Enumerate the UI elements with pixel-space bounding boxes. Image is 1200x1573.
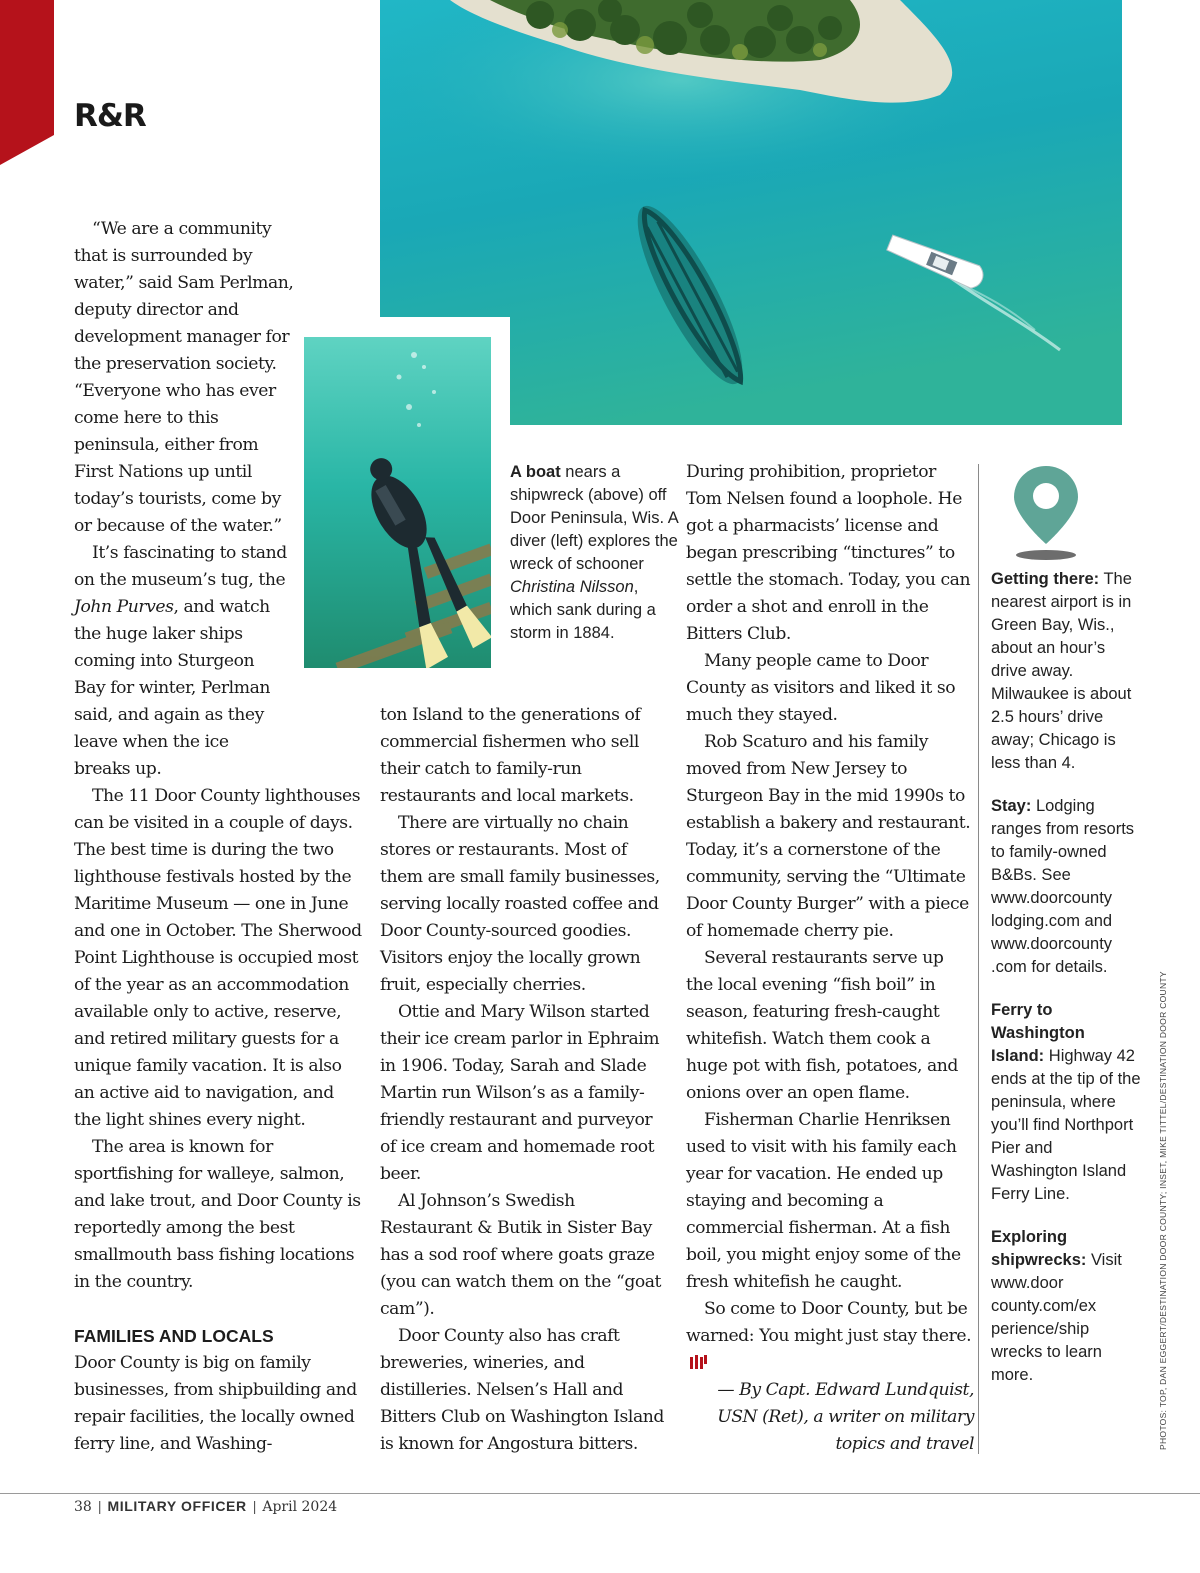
article-column-2 xyxy=(380,702,670,1458)
article-paragraph: Fisherman Charlie Henriksen used to visit with his family each year for vacation. He ended up staying and becoming a commercial fisherman. At a fish boil, you might enjoy some of the fresh whitefish he caught. xyxy=(686,1110,961,1292)
section-subhead: FAMILIES AND LOCALS xyxy=(74,1326,274,1346)
article-paragraph: Al Johnson’s Swedish Restaurant & Butik in Sister Bay has a sod roof where goats graze (you can watch them on the “goat cam”). xyxy=(380,1191,662,1319)
article-paragraph: Rob Scaturo and his family moved from New Jersey to Sturgeon Bay in the mid 1990s to establish a bakery and restaurant. Today, it’s a cornerstone of the community, serving the “Ultimate Door County Burger” with a piece of homemade cherry pie. xyxy=(686,732,971,941)
article-paragraph: Door County is big on family businesses, from shipbuilding and repair facilities, the locally owned ferry line, and Washing- xyxy=(74,1353,357,1454)
article-paragraph: The area is known for sportfishing for walleye, salmon, and lake trout, and Door County is reportedly among the best smallmouth bass fishing locations in the country. xyxy=(74,1137,361,1292)
article-paragraph: There are virtually no chain stores or restaurants. Most of them are small family businesses, serving locally roasted coffee and Door County-sourced goodies. Visitors enjoy the locally grown fruit, especially cherries. xyxy=(380,813,660,995)
sidebar-heading: Getting there: xyxy=(991,570,1100,588)
sidebar-getting-there: Getting there: The nearest airport is in Green Bay, Wis., about an hour’s drive away. Milwaukee is about 2.5 hours’ drive away; Chicago is less than 4. xyxy=(991,570,1132,772)
photo-credit: PHOTOS: TOP, DAN EGGERT/DESTINATION DOOR COUNTY; INSET, MIKE TITTEL/DESTINATION DOOR COUNTY xyxy=(1158,971,1168,1450)
sidebar-divider xyxy=(978,464,979,1454)
sidebar-ferry: Ferry to Washington Island: Highway 42 ends at the tip of the peninsula, where you’ll find Northport Pier and Washington Island Ferry Line. xyxy=(991,1001,1141,1203)
end-mark-icon xyxy=(690,1355,707,1369)
article-column-1 xyxy=(74,783,364,1458)
article-paragraph xyxy=(74,540,289,783)
ship-name: John Purves xyxy=(74,597,174,617)
article-paragraph: “We are a community that is surrounded by water,” said Sam Perlman, deputy director and development manager for the preservation society. “Everyone who has ever come here to this peninsula, either from First Nations up until today’s tourists, come by or because of the water.” xyxy=(74,219,294,536)
footer-separator: | xyxy=(97,1498,102,1514)
sidebar-shipwrecks: Exploring shipwrecks: Visit www.door county.com/ex perience/ship wrecks to learn more. xyxy=(991,1228,1122,1384)
article-paragraph: Many people came to Door County as visitors and liked it so much they stayed. xyxy=(686,651,956,725)
paragraph-text: It’s fascinating to stand on the museum’s tug, the xyxy=(74,543,287,590)
sidebar-heading: Ferry to Washington Island: xyxy=(991,1001,1085,1065)
article-paragraph xyxy=(686,1296,974,1377)
article-paragraph: The 11 Door County lighthouses can be visited in a couple of days. The best time is during the two lighthouse festivals hosted by the Maritime Museum — one in June and one in October. The Sherwood Point Lighthouse is occupied most of the year as an accommodation available only to active, reserve, and retired military guests for a unique family vacation. It is also an active aid to navigation, and the light shines every night. xyxy=(74,786,362,1130)
article-paragraph: During prohibition, proprietor Tom Nelsen found a loophole. He got a pharmacists’ license and began prescribing “tinctures” to settle the stomach. Today, you can order a shot and enroll in the Bitters Club. xyxy=(686,462,971,644)
article-paragraph: Ottie and Mary Wilson started their ice cream parlor in Ephraim in 1906. Today, Sarah and Slade Martin run Wilson’s as a family-friendly restaurant and purveyor of ice cream and homemade root beer. xyxy=(380,1002,660,1184)
article-paragraph: ton Island to the generations of commercial fishermen who sell their catch to family-run restaurants and local markets. xyxy=(380,705,641,806)
section-label: R&R xyxy=(74,98,146,134)
caption-text: nears a shipwreck (above) off Door Peninsula, Wis. A diver (left) explores the wreck of schooner xyxy=(510,463,678,573)
page-footer xyxy=(74,1498,337,1516)
caption-lead: A boat xyxy=(510,463,561,481)
photo-caption xyxy=(510,461,680,645)
article-column-3 xyxy=(686,459,974,1458)
article-paragraph: Door County also has craft breweries, wineries, and distilleries. Nelsen’s Hall and Bitters Club on Washington Island is known for Angostura bitters. xyxy=(380,1326,664,1454)
page-number: 38 xyxy=(74,1499,92,1515)
issue-date: April 2024 xyxy=(262,1499,338,1515)
sidebar-stay: Stay: Lodging ranges from resorts to family-owned B&Bs. See www.doorcounty lodging.com and www.doorcounty .com for details. xyxy=(991,797,1135,976)
closing-sentence: So come to Door County, but be warned: You might just stay there. xyxy=(686,1299,972,1346)
section-color-tab xyxy=(0,0,54,165)
article-column-1-top xyxy=(74,216,356,783)
footer-separator: | xyxy=(252,1498,257,1514)
caption-ship-name: Christina Nilsson xyxy=(510,578,634,596)
magazine-name: MILITARY OFFICER xyxy=(107,1498,247,1514)
caption-text-end: , which sank during a storm in 1884. xyxy=(510,578,656,642)
location-pin-icon xyxy=(1012,464,1080,564)
travel-info-sidebar xyxy=(991,568,1141,1407)
paragraph-text: , and watch the huge laker ships coming into Sturgeon Bay for winter, Perlman said, and again as they leave when the ice breaks up. xyxy=(74,597,270,779)
author-byline: — By Capt. Edward Lundquist, USN (Ret), a writer on military topics and travel xyxy=(717,1380,974,1454)
sidebar-heading: Stay: xyxy=(991,797,1032,815)
article-paragraph: Several restaurants serve up the local evening “fish boil” in season, featuring fresh-caught whitefish. Watch them cook a huge pot with fish, potatoes, and onions over an open flame. xyxy=(686,948,958,1103)
footer-rule xyxy=(0,1493,1200,1494)
sidebar-heading: Exploring shipwrecks: xyxy=(991,1228,1087,1269)
